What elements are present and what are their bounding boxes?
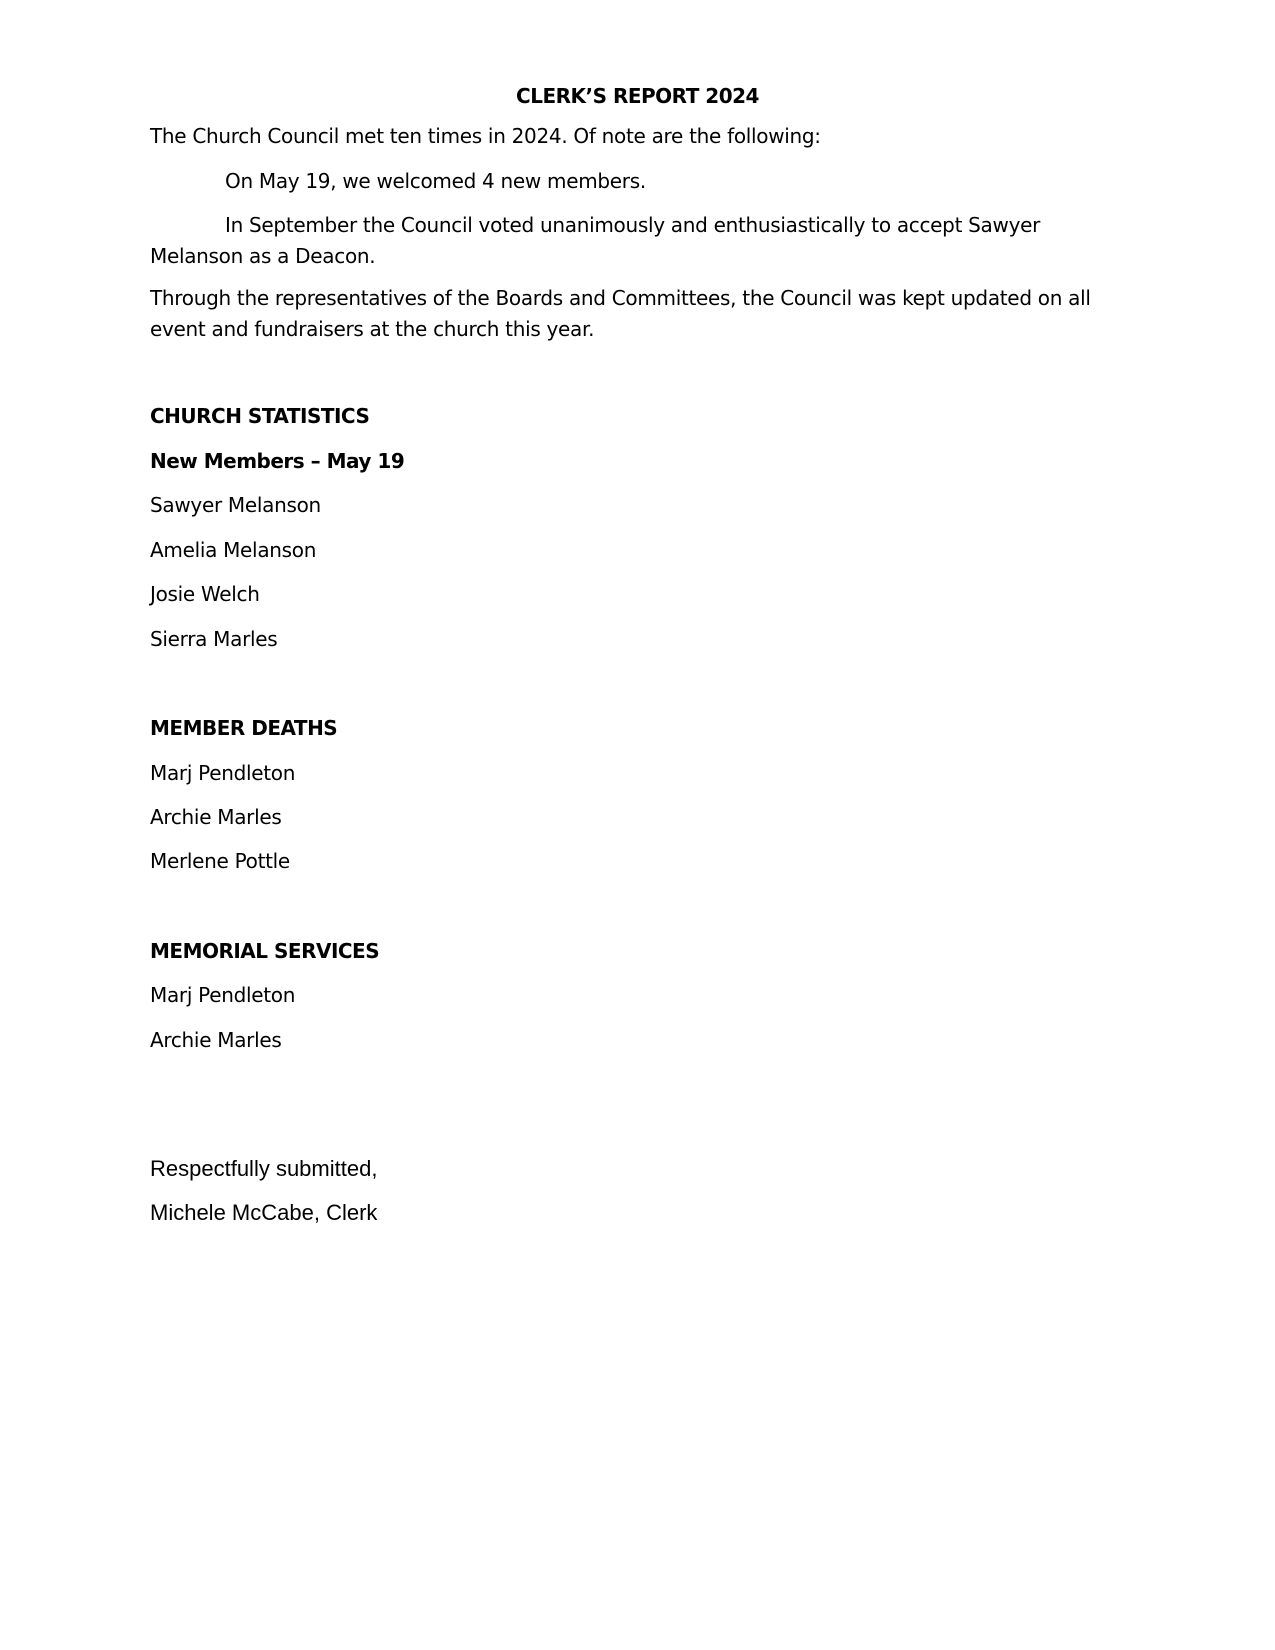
list-item: Josie Welch — [150, 582, 260, 606]
new-members-note: On May 19, we welcomed 4 new members. — [225, 169, 646, 193]
new-members-heading: New Members – May 19 — [150, 449, 405, 473]
list-item: Sawyer Melanson — [150, 493, 321, 517]
memorial-services-heading: MEMORIAL SERVICES — [150, 939, 380, 963]
list-item: Sierra Marles — [150, 627, 278, 651]
list-item: Archie Marles — [150, 1028, 282, 1052]
list-item: Marj Pendleton — [150, 983, 296, 1007]
list-item: Marj Pendleton — [150, 761, 296, 785]
intro-paragraph: The Church Council met ten times in 2024. Of note are the following: — [150, 124, 821, 148]
list-item: Archie Marles — [150, 805, 282, 829]
signer-name: Michele McCabe, Clerk — [150, 1200, 378, 1225]
closing-line: Respectfully submitted, — [150, 1156, 378, 1181]
report-title: CLERK’S REPORT 2024 — [516, 84, 759, 108]
boards-note: Through the representatives of the Boards and Committees, the Council was kept updated on all event and fundraisers at the church this year. — [150, 286, 1091, 341]
church-statistics-heading: CHURCH STATISTICS — [150, 404, 370, 428]
member-deaths-heading: MEMBER DEATHS — [150, 716, 338, 740]
list-item: Amelia Melanson — [150, 538, 317, 562]
list-item: Merlene Pottle — [150, 849, 290, 873]
deacon-note: In September the Council voted unanimously and enthusiastically to accept Sawyer Melanson as a Deacon. — [150, 213, 1041, 268]
